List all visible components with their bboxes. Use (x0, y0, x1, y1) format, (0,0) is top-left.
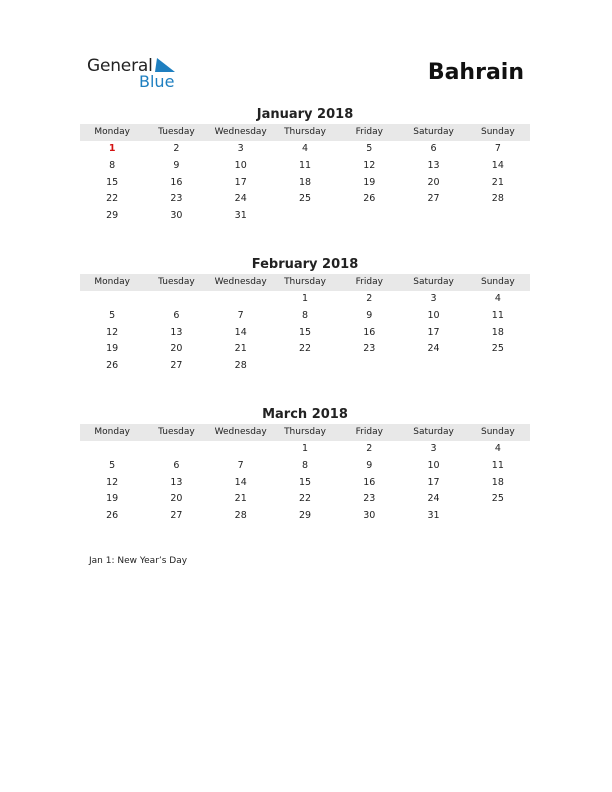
day-cell: 4 (494, 293, 501, 304)
weekday-header (80, 424, 530, 441)
empty-day-cell (144, 441, 208, 458)
weekday-label: Wednesday (209, 424, 273, 441)
weekday-header (80, 274, 530, 291)
weekday-label: Friday (337, 274, 401, 291)
day-cell: 14 (491, 159, 504, 171)
month-title: March 2018 (262, 407, 348, 422)
day-cell: 26 (363, 193, 376, 205)
weekday-label: Saturday (401, 124, 465, 141)
day-cell: 16 (170, 176, 183, 188)
day-cell: 3 (430, 293, 437, 304)
day-cell: 24 (427, 343, 440, 355)
day-cell: 18 (491, 476, 504, 488)
day-cell: 18 (491, 326, 504, 338)
empty-day-cell (337, 358, 401, 375)
empty-day-cell (144, 291, 208, 308)
empty-day-cell (466, 358, 530, 375)
day-cell: 13 (170, 326, 183, 338)
day-cell: 21 (491, 176, 504, 188)
day-cell: 10 (427, 459, 440, 471)
weekday-label: Thursday (273, 124, 337, 141)
day-cell: 21 (234, 493, 247, 505)
day-cell: 24 (427, 493, 440, 505)
day-cell: 27 (170, 360, 183, 372)
day-cell: 12 (363, 159, 376, 171)
day-cell: 3 (430, 443, 437, 454)
day-cell: 10 (427, 309, 440, 321)
empty-day-cell (80, 291, 144, 308)
holiday-notes (89, 556, 187, 566)
day-cell: 2 (366, 443, 373, 454)
day-cell: 25 (491, 343, 504, 355)
day-cell: 1 (108, 143, 116, 154)
day-grid (80, 291, 530, 375)
day-cell: 9 (173, 159, 180, 171)
day-cell: 15 (298, 476, 312, 488)
day-cell: 28 (234, 510, 247, 522)
day-cell: 14 (234, 326, 247, 338)
empty-day-cell (466, 508, 530, 525)
day-cell: 8 (109, 159, 116, 171)
day-cell: 4 (301, 143, 309, 154)
day-cell: 19 (363, 176, 376, 188)
day-cell: 31 (234, 210, 247, 222)
day-cell: 11 (491, 309, 504, 321)
day-cell: 20 (427, 176, 440, 188)
empty-day-cell (273, 358, 337, 375)
day-cell: 11 (298, 159, 312, 171)
logo-text-general: General (87, 56, 153, 76)
weekday-label: Thursday (273, 424, 337, 441)
logo-text-blue: Blue (139, 72, 175, 91)
day-cell: 12 (106, 476, 119, 488)
day-cell: 12 (106, 326, 119, 338)
weekday-label: Saturday (401, 424, 465, 441)
day-cell: 23 (363, 493, 376, 505)
day-cell: 22 (298, 343, 312, 355)
day-cell: 16 (363, 476, 376, 488)
month-title: January 2018 (256, 107, 354, 122)
weekday-label: Friday (337, 124, 401, 141)
day-cell: 25 (491, 493, 504, 505)
day-cell: 11 (491, 459, 504, 471)
day-cell: 28 (234, 360, 247, 372)
weekday-label: Monday (80, 124, 144, 141)
day-cell: 6 (430, 143, 437, 154)
day-cell: 30 (170, 210, 183, 222)
weekday-label: Tuesday (144, 424, 208, 441)
day-cell: 13 (170, 476, 183, 488)
weekday-label: Sunday (466, 124, 530, 141)
day-cell: 27 (170, 510, 183, 522)
day-cell: 15 (106, 176, 119, 188)
day-cell: 23 (170, 193, 183, 205)
day-cell: 5 (366, 143, 373, 154)
day-cell: 9 (366, 309, 373, 321)
day-cell: 7 (237, 309, 244, 321)
empty-day-cell (466, 208, 530, 225)
weekday-label: Saturday (401, 274, 465, 291)
weekday-label: Sunday (466, 274, 530, 291)
day-grid (80, 141, 530, 225)
day-cell: 9 (366, 459, 373, 471)
day-cell: 6 (173, 459, 180, 471)
empty-day-cell (401, 358, 465, 375)
day-cell: 8 (301, 309, 309, 321)
day-cell: 6 (173, 309, 180, 321)
day-cell: 7 (494, 143, 501, 154)
empty-day-cell (80, 441, 144, 458)
empty-day-cell (273, 208, 337, 225)
day-cell: 2 (173, 143, 180, 154)
day-cell: 17 (427, 326, 440, 338)
day-cell: 13 (427, 159, 440, 171)
day-cell: 17 (234, 176, 247, 188)
weekday-label: Tuesday (144, 274, 208, 291)
day-cell: 24 (234, 193, 247, 205)
day-cell: 29 (106, 210, 119, 222)
weekday-label: Sunday (466, 424, 530, 441)
day-cell: 26 (106, 510, 119, 522)
month-february (80, 256, 530, 375)
weekday-header (80, 124, 530, 141)
holiday-note: Jan 1: New Year’s Day (89, 556, 188, 566)
day-cell: 10 (234, 159, 247, 171)
day-cell: 30 (363, 510, 376, 522)
weekday-label: Wednesday (209, 124, 273, 141)
day-cell: 2 (366, 293, 373, 304)
day-cell: 26 (106, 360, 119, 372)
day-cell: 28 (491, 193, 504, 205)
weekday-label: Monday (80, 274, 144, 291)
weekday-label: Wednesday (209, 274, 273, 291)
day-cell: 1 (301, 293, 309, 304)
empty-day-cell (401, 208, 465, 225)
weekday-label: Thursday (273, 274, 337, 291)
empty-day-cell (209, 291, 273, 308)
logo (87, 56, 187, 92)
weekday-label: Monday (80, 424, 144, 441)
day-cell: 19 (106, 493, 119, 505)
day-cell: 4 (494, 443, 501, 454)
day-cell: 19 (106, 343, 119, 355)
day-cell: 20 (170, 493, 183, 505)
empty-day-cell (209, 441, 273, 458)
weekday-label: Friday (337, 424, 401, 441)
empty-day-cell (337, 208, 401, 225)
day-cell: 23 (363, 343, 376, 355)
day-cell: 29 (298, 510, 312, 522)
day-cell: 15 (298, 326, 312, 338)
weekday-label: Tuesday (144, 124, 208, 141)
day-cell: 31 (427, 510, 440, 522)
day-cell: 20 (170, 343, 183, 355)
day-cell: 22 (106, 193, 119, 205)
day-cell: 22 (298, 493, 312, 505)
day-cell: 16 (363, 326, 376, 338)
day-cell: 5 (109, 309, 116, 321)
day-grid (80, 441, 530, 525)
day-cell: 7 (237, 459, 244, 471)
day-cell: 17 (427, 476, 440, 488)
day-cell: 18 (298, 176, 312, 188)
month-march (80, 406, 530, 525)
day-cell: 8 (301, 459, 309, 471)
day-cell: 1 (301, 443, 309, 454)
month-january (80, 106, 530, 225)
month-title: February 2018 (251, 257, 359, 272)
day-cell: 21 (234, 343, 247, 355)
day-cell: 3 (237, 143, 244, 154)
day-cell: 5 (109, 459, 116, 471)
country-title: Bahrain (427, 60, 524, 85)
day-cell: 27 (427, 193, 440, 205)
day-cell: 25 (298, 193, 312, 205)
logo-triangle-icon (155, 58, 175, 72)
day-cell: 14 (234, 476, 247, 488)
